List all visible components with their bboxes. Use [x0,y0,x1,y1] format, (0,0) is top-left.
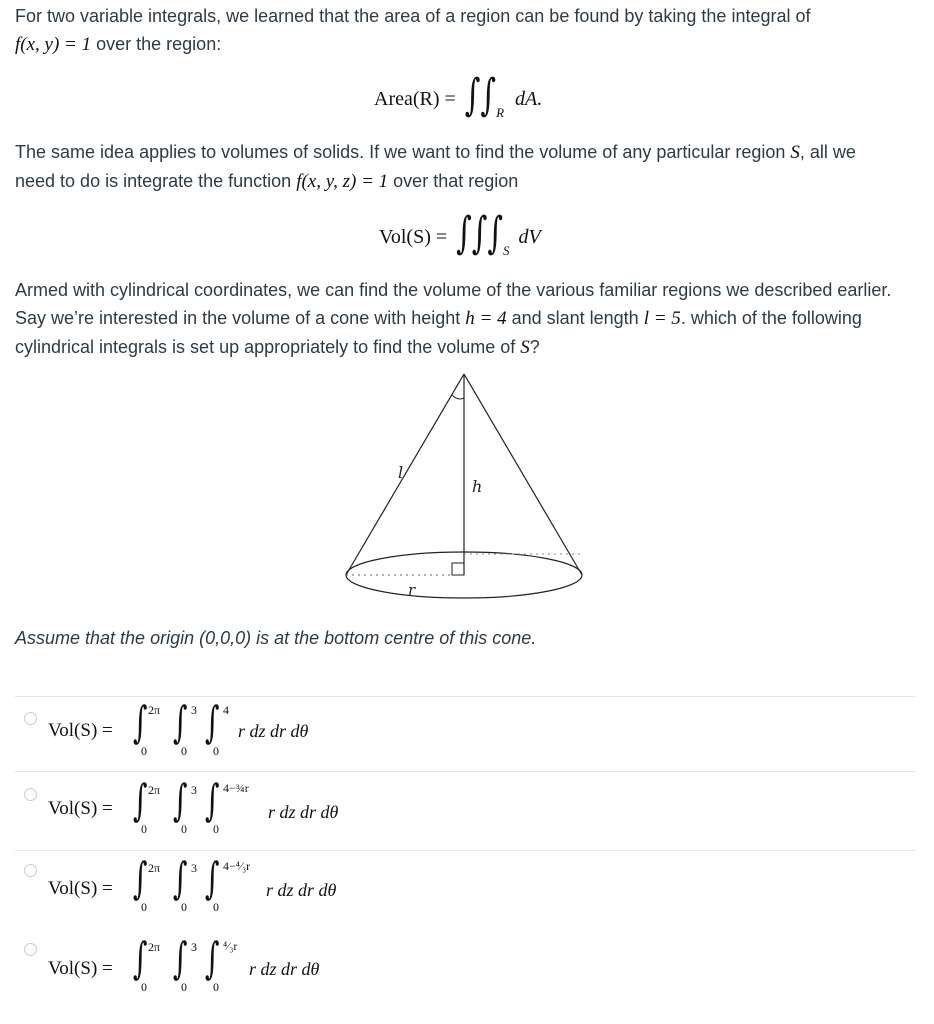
intro-paragraph [15,2,920,59]
option-lhs: Vol(S) = [48,878,113,899]
option-3[interactable] [48,852,448,918]
question-paragraph [15,276,920,362]
option-1-radio[interactable] [24,712,37,725]
cone-left-edge [346,374,464,575]
volume-line2-rest: over that region [388,171,519,191]
integral-icon: ∫ [173,774,188,827]
integral-icon: ∫ [173,932,188,985]
option-2[interactable] [48,774,448,840]
question-line1: Armed with cylindrical coordinates, we can find the volume of the various familiar regions we described earlier. [15,280,892,300]
area-differential: dA. [515,88,543,110]
lower-limit: 0 [213,980,219,994]
height-equation: h = 4 [465,308,507,329]
double-integral-icon: ∫∫ [464,70,497,121]
upper-limit: 3 [191,861,197,875]
label-r: r [408,581,416,599]
question-line2c: . which of the following [680,308,862,328]
question-line3a: cylindrical integrals is set up appropriately to find the volume of [15,337,521,357]
upper-limit: 4−¾r [223,781,249,795]
apex-angle-icon [452,395,464,399]
upper-limit: 3 [191,940,197,954]
label-l: l [398,463,404,482]
area-equation [374,70,543,121]
volume-line1: The same idea applies to volumes of solids. If we want to find the volume of any particular region [15,142,791,162]
lower-limit: 0 [213,900,219,914]
integral-icon: ∫ [205,696,220,749]
volume-equation [379,208,541,259]
integrand: r dz dr dθ [238,721,309,741]
volume-region: S [790,142,800,163]
integral-icon: ∫ [133,696,148,749]
question-line2a: Say we’re interested in the volume of a cone with height [15,308,466,328]
right-angle-icon [452,563,464,575]
upper-limit: 2π [148,703,161,717]
volume-line1-rest: , all we [799,142,856,162]
volume-line2: need to do is integrate the function [15,171,297,191]
integral-icon: ∫ [205,932,220,985]
question-region: S [520,337,530,358]
intro-line1: For two variable integrals, we learned that the area of a region can be found by taking the integral of [15,6,811,26]
triple-integral-icon: ∫∫∫ [456,208,504,259]
upper-limit: 2π [148,783,161,797]
lower-limit: 0 [141,900,147,914]
option-4-radio[interactable] [24,943,37,956]
question-line2b: and slant length [506,308,644,328]
intro-function: f(x, y) = 1 [15,34,92,55]
volume-paragraph [15,138,920,196]
slant-equation: l = 5 [643,308,681,329]
area-lhs: Area(R) = [374,88,456,110]
volume-differential: dV [518,226,541,248]
integral-icon: ∫ [173,696,188,749]
integral-icon: ∫ [205,852,220,905]
upper-limit: 2π [148,940,161,954]
lower-limit: 0 [181,980,187,994]
upper-limit: ⁴⁄₃r [223,939,238,953]
lower-limit: 0 [181,744,187,758]
area-subscript: R [496,105,505,120]
lower-limit: 0 [181,900,187,914]
lower-limit: 0 [141,980,147,994]
divider [15,771,915,772]
upper-limit: 4−⁴⁄₃r [223,859,251,873]
upper-limit: 3 [191,703,197,717]
upper-limit: 3 [191,783,197,797]
divider [15,696,915,697]
integrand: r dz dr dθ [249,959,320,979]
option-2-radio[interactable] [24,788,37,801]
cone-right-edge [464,374,582,575]
integral-icon: ∫ [205,774,220,827]
label-h: h [472,477,483,496]
option-lhs: Vol(S) = [48,720,113,741]
integral-icon: ∫ [133,774,148,827]
origin-note: Assume that the origin (0,0,0) is at the bottom centre of this cone. [15,628,537,648]
upper-limit: 2π [148,861,161,875]
option-lhs: Vol(S) = [48,958,113,979]
lower-limit: 0 [141,744,147,758]
lower-limit: 0 [181,822,187,836]
volume-subscript: S [503,243,510,258]
integral-icon: ∫ [133,932,148,985]
option-3-radio[interactable] [24,864,37,877]
integrand: r dz dr dθ [268,802,339,822]
lower-limit: 0 [141,822,147,836]
divider [15,850,915,851]
volume-function: f(x, y, z) = 1 [296,171,389,192]
cone-figure [340,368,590,608]
lower-limit: 0 [213,822,219,836]
intro-line2: over the region: [91,34,222,54]
option-4[interactable] [48,932,448,996]
integral-icon: ∫ [173,852,188,905]
integral-icon: ∫ [133,852,148,905]
option-lhs: Vol(S) = [48,798,113,819]
upper-limit: 4 [223,703,229,717]
option-1[interactable] [48,696,448,762]
lower-limit: 0 [213,744,219,758]
volume-lhs: Vol(S) = [379,226,448,248]
question-line3b: ? [529,337,540,357]
integrand: r dz dr dθ [266,880,337,900]
